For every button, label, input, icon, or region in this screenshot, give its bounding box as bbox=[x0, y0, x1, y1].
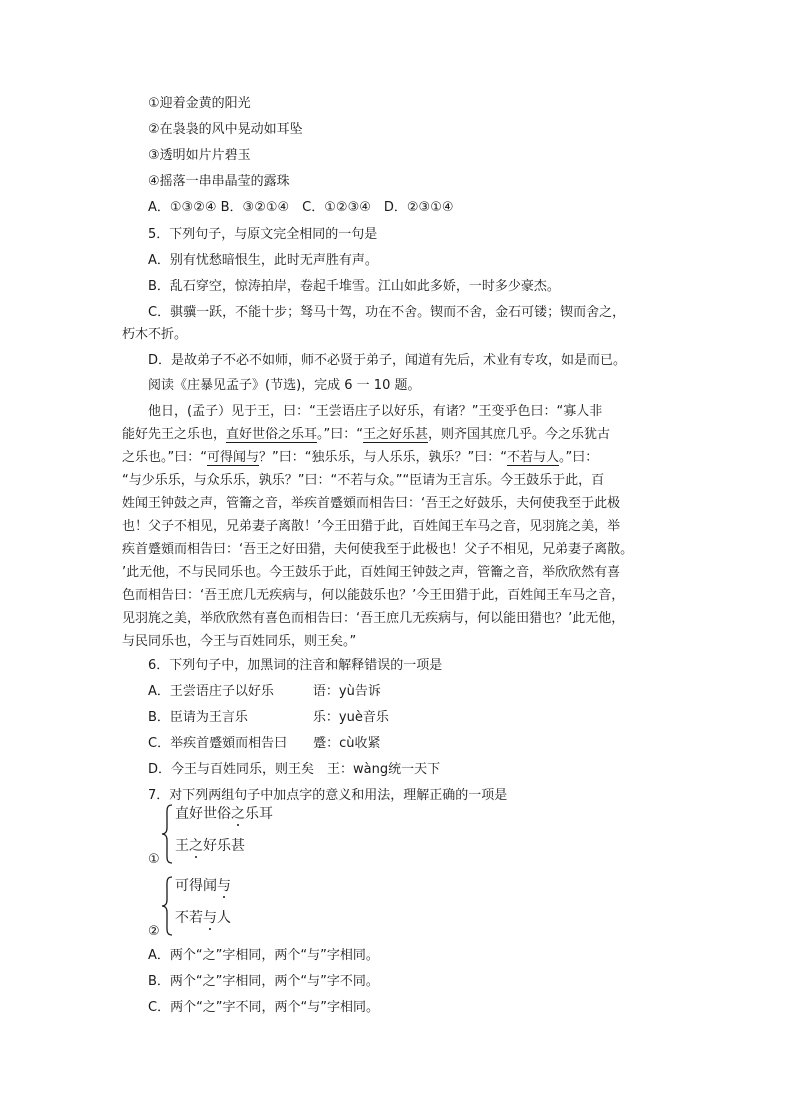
q6-option-c: C．举疾首蹙頞而相告曰 蹙：cù收紧 bbox=[148, 736, 381, 751]
group1-sentence-2: 王之好乐甚 bbox=[175, 838, 245, 854]
passage-line: 色而相告曰：‘吾王庶几无疾病与，何以能鼓乐也？’今王田猎于此，百姓闻王车马之音， bbox=[122, 588, 625, 603]
option-item-2: ②在袅袅的风中晃动如耳坠 bbox=[148, 122, 303, 137]
group1-sentence-1: 直好世俗之乐耳 bbox=[175, 806, 273, 822]
dotted-char: 与 bbox=[203, 910, 217, 926]
underlined-phrase: 王之好乐甚 bbox=[363, 427, 429, 442]
brace-icon bbox=[160, 876, 174, 936]
group1-label: ① bbox=[148, 852, 160, 867]
q7-option-a: A．两个“之”字相同，两个“与”字相同。 bbox=[148, 948, 379, 963]
passage-line: 也！父子不相见，兄弟妻子离散！’今王田猎于此，百姓闻王车马之音，见羽旄之美，举 bbox=[122, 519, 621, 534]
q6-option-a: A．王尝语庄子以好乐 语：yù告诉 bbox=[148, 684, 381, 699]
passage-line: 能好先王之乐也，直好世俗之乐耳。”曰：“王之好乐甚，则齐国其庶几乎。今之乐犹古 bbox=[122, 427, 611, 442]
dotted-char: 之 bbox=[189, 838, 203, 854]
option-item-4: ④摇落一串串晶莹的露珠 bbox=[148, 174, 290, 189]
group2-label: ② bbox=[148, 924, 160, 939]
dotted-char: 与 bbox=[217, 878, 231, 894]
underlined-phrase: 不若与人 bbox=[506, 450, 559, 465]
q7-option-c: C．两个“之”字不同，两个“与”字相同。 bbox=[148, 1000, 380, 1015]
option-item-3: ③透明如片片碧玉 bbox=[148, 148, 251, 163]
reading-intro: 阅读《庄暴见孟子》(节选)，完成 6 一 10 题。 bbox=[148, 378, 421, 393]
q5-option-d: D．是故弟子不必不如师，师不必贤于弟子，闻道有先后，术业有专攻，如是而已。 bbox=[148, 353, 627, 368]
q7-stem: 7．对下列两组句子中加点字的意义和用法，理解正确的一项是 bbox=[148, 788, 508, 803]
group2-sentence-1: 可得闻与 bbox=[175, 878, 231, 894]
q5-stem: 5．下列句子，与原文完全相同的一句是 bbox=[148, 227, 378, 242]
q6-option-b: B．臣请为王言乐 乐：yuè音乐 bbox=[148, 710, 389, 725]
passage-line: “与少乐乐，与众乐乐，孰乐？”曰：“不若与众。”“臣请为王言乐。今王鼓乐于此，百 bbox=[122, 473, 605, 488]
passage-line: 疾首蹙頞而相告曰：‘吾王之好田猎，夫何使我至于此极也！父子不相见，兄弟妻子离散。 bbox=[122, 542, 634, 557]
passage-line: 与民同乐也，今王与百姓同乐，则王矣。” bbox=[122, 634, 357, 649]
q4-choices: A．①③②④ B．③②①④ C．①②③④ D．②③①④ bbox=[148, 200, 454, 215]
dotted-char: 之 bbox=[231, 806, 245, 822]
underlined-phrase: 可得闻与 bbox=[206, 450, 259, 465]
passage-line: 姓闻王钟鼓之声，管籥之音，举疾首蹙頞而相告曰：‘吾王之好鼓乐，夫何使我至于此极 bbox=[122, 496, 621, 511]
passage-line: 他日，(孟子）见于王，曰：“王尝语庄子以好乐，有诸？”王变乎色曰：“寡人非 bbox=[148, 404, 603, 419]
q7-option-b: B．两个“之”字相同，两个“与”字不同。 bbox=[148, 974, 379, 989]
underlined-phrase: 直好世俗之乐耳 bbox=[226, 427, 318, 442]
passage-line: 之乐也。”曰：“可得闻与？”曰：“独乐乐，与人乐乐，孰乐？”曰：“不若与人。”曰： bbox=[122, 450, 599, 465]
group2-sentence-2: 不若与人 bbox=[175, 910, 231, 926]
q5-option-b: B．乱石穿空，惊涛拍岸，卷起千堆雪。江山如此多娇，一时多少豪杰。 bbox=[148, 279, 560, 294]
passage-line: ’此无他，不与民同乐也。今王鼓乐于此，百姓闻王钟鼓之声，管籥之音，举欣欣然有喜 bbox=[122, 565, 621, 580]
q6-stem: 6．下列句子中，加黑词的注音和解释错误的一项是 bbox=[148, 658, 443, 673]
q5-option-c: C．骐骥一跃，不能十步；驽马十驾，功在不舍。锲而不舍，金石可镂；锲而舍之， bbox=[148, 305, 626, 320]
passage-line: 见羽旄之美，举欣欣然有喜色而相告曰：‘吾王庶几无疾病与，何以能田猎也？’此无他， bbox=[122, 611, 625, 626]
option-item-1: ①迎着金黄的阳光 bbox=[148, 96, 251, 111]
q5-option-a: A．别有忧愁暗恨生，此时无声胜有声。 bbox=[148, 253, 378, 268]
q5-option-c-cont: 朽木不折。 bbox=[122, 327, 188, 342]
q6-option-d: D．今王与百姓同乐，则王矣 王：wàng统一天下 bbox=[148, 762, 441, 777]
brace-icon bbox=[160, 804, 174, 864]
